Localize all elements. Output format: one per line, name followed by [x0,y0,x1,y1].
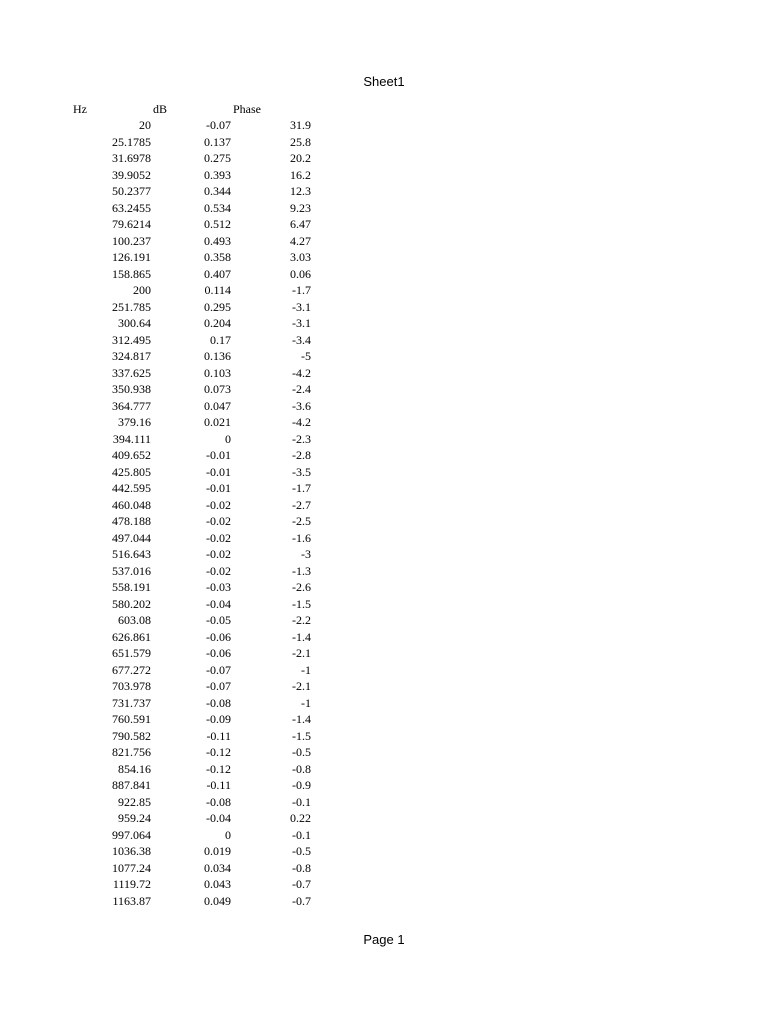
cell-phase: -1.6 [292,530,311,545]
cell-hz: 558.191 [112,580,151,594]
table-row [0,893,768,910]
cell-phase: 12.3 [290,184,311,198]
cell-phase: -5 [301,349,311,363]
table-row [0,249,768,266]
cell-hz: 324.817 [112,349,151,363]
cell-phase: -3.1 [292,299,311,314]
table-row [0,645,768,662]
table-row [0,315,768,332]
table-row [0,431,768,448]
cell-hz: 63.2455 [112,200,151,215]
cell-phase: -2.5 [292,514,311,528]
cell-hz: 100.237 [112,233,151,248]
cell-hz: 959.24 [118,811,151,825]
cell-db: -0.06 [206,629,231,644]
table-row [0,695,768,712]
cell-db: -0.04 [206,811,231,825]
table-row [0,480,768,497]
cell-hz: 497.044 [112,530,151,545]
table-row [0,299,768,316]
cell-db: -0.09 [206,712,231,726]
sheet-title: Sheet1 [363,74,405,89]
cell-phase: -1.7 [292,481,311,495]
cell-hz: 516.643 [112,547,151,561]
cell-phase: 9.23 [290,200,311,215]
cell-phase: 3.03 [290,250,311,264]
table-row [0,860,768,877]
cell-hz: 922.85 [118,794,151,809]
table-header [0,101,768,117]
cell-phase: -3.4 [292,332,311,347]
table-row [0,167,768,184]
cell-db: -0.11 [206,728,231,743]
table-row [0,150,768,167]
cell-hz: 126.191 [112,250,151,264]
cell-hz: 854.16 [118,761,151,776]
cell-hz: 350.938 [112,382,151,396]
cell-phase: -2.1 [292,646,311,660]
table-row [0,596,768,613]
page-footer: Page 1 [363,932,405,947]
cell-phase: -2.7 [292,497,311,512]
table-row [0,365,768,382]
cell-phase: -1 [301,695,311,710]
table-row [0,563,768,580]
table-row [0,612,768,629]
cell-db: 0.043 [204,877,231,891]
table-row [0,381,768,398]
cell-hz: 703.978 [112,679,151,693]
cell-db: 0.073 [204,382,231,396]
cell-phase: -2.1 [292,679,311,693]
cell-db: -0.12 [206,761,231,776]
cell-phase: -3.6 [292,398,311,413]
table-row [0,464,768,481]
cell-phase: -1.3 [292,563,311,578]
cell-db: -0.03 [206,580,231,594]
cell-db: -0.05 [206,613,231,627]
cell-phase: 16.2 [290,167,311,182]
cell-hz: 251.785 [112,299,151,314]
table-row [0,579,768,596]
cell-phase: 0.06 [290,266,311,281]
header-phase: Phase [233,102,261,116]
table-row [0,843,768,860]
cell-db: 0.407 [204,266,231,281]
cell-db: 0 [225,431,231,446]
cell-phase: -0.7 [292,893,311,908]
cell-phase: 6.47 [290,217,311,231]
table-row [0,200,768,217]
table-row [0,332,768,349]
table-row [0,728,768,745]
cell-db: 0.047 [204,398,231,413]
cell-phase: -4.2 [292,365,311,380]
cell-phase: -0.5 [292,844,311,858]
table-row [0,761,768,778]
table-row [0,629,768,646]
cell-hz: 1077.24 [112,860,151,875]
table-row [0,233,768,250]
cell-hz: 39.9052 [112,167,151,182]
table-row [0,876,768,893]
cell-phase: -0.5 [292,745,311,759]
table-row [0,216,768,233]
cell-hz: 364.777 [112,398,151,413]
data-table [0,117,768,909]
cell-hz: 603.08 [118,613,151,627]
cell-phase: -1 [301,662,311,677]
cell-phase: 20.2 [290,151,311,165]
cell-phase: -2.4 [292,382,311,396]
cell-db: -0.01 [206,481,231,495]
cell-db: 0.021 [204,415,231,429]
cell-phase: -3 [301,547,311,561]
cell-phase: -1.4 [292,712,311,726]
table-row [0,794,768,811]
header-db: dB [153,102,168,116]
cell-phase: -3.5 [292,464,311,479]
cell-phase: -1.5 [292,728,311,743]
cell-hz: 821.756 [112,745,151,759]
cell-hz: 887.841 [112,778,151,792]
cell-db: 0.034 [204,860,231,875]
table-row [0,530,768,547]
table-row [0,810,768,827]
table-row [0,117,768,134]
cell-phase: -0.7 [292,877,311,891]
cell-db: 0.358 [204,250,231,264]
cell-db: -0.07 [206,118,231,132]
table-row [0,744,768,761]
cell-hz: 25.1785 [112,134,151,149]
cell-hz: 425.805 [112,464,151,479]
cell-db: -0.12 [206,745,231,759]
cell-db: 0.275 [204,151,231,165]
cell-phase: 31.9 [290,118,311,132]
cell-phase: -0.8 [292,761,311,776]
cell-hz: 158.865 [112,266,151,281]
cell-db: -0.02 [206,547,231,561]
cell-phase: -0.9 [292,778,311,792]
cell-hz: 312.495 [112,332,151,347]
table-row [0,513,768,530]
cell-phase: 25.8 [290,134,311,149]
cell-db: 0.393 [204,167,231,182]
cell-phase: -2.2 [292,613,311,627]
table-row [0,398,768,415]
table-row [0,348,768,365]
cell-hz: 79.6214 [112,217,151,231]
cell-phase: -2.8 [292,448,311,462]
cell-db: 0.204 [204,316,231,330]
table-row [0,777,768,794]
cell-hz: 626.861 [112,629,151,644]
cell-phase: 4.27 [290,233,311,248]
table-row [0,678,768,695]
cell-hz: 379.16 [118,415,151,429]
cell-hz: 1036.38 [112,844,151,858]
cell-phase: -0.1 [292,827,311,842]
cell-db: 0.103 [204,365,231,380]
cell-hz: 677.272 [112,662,151,677]
cell-db: -0.02 [206,563,231,578]
table-row [0,827,768,844]
cell-db: -0.04 [206,596,231,611]
cell-db: -0.07 [206,662,231,677]
cell-hz: 394.111 [112,431,151,446]
cell-hz: 409.652 [112,448,151,462]
cell-hz: 20 [139,118,151,132]
cell-db: 0.493 [204,233,231,248]
cell-hz: 537.016 [112,563,151,578]
cell-hz: 31.6978 [112,151,151,165]
cell-db: -0.02 [206,530,231,545]
cell-hz: 760.591 [112,712,151,726]
cell-db: 0 [225,827,231,842]
cell-db: -0.01 [206,448,231,462]
cell-db: -0.02 [206,497,231,512]
cell-phase: -2.6 [292,580,311,594]
table-row [0,447,768,464]
cell-phase: -1.7 [292,283,311,297]
cell-hz: 997.064 [112,827,151,842]
cell-db: -0.02 [206,514,231,528]
cell-hz: 651.579 [112,646,151,660]
cell-db: -0.01 [206,464,231,479]
cell-db: -0.06 [206,646,231,660]
cell-hz: 478.188 [112,514,151,528]
cell-db: -0.11 [206,778,231,792]
cell-hz: 300.64 [118,316,151,330]
table-row [0,497,768,514]
cell-db: 0.344 [204,184,231,198]
cell-hz: 580.202 [112,596,151,611]
cell-phase: -1.5 [292,596,311,611]
cell-phase: -2.3 [292,431,311,446]
cell-hz: 731.737 [112,695,151,710]
cell-db: 0.049 [204,893,231,908]
cell-db: 0.512 [204,217,231,231]
cell-phase: -0.1 [292,794,311,809]
cell-db: 0.137 [204,134,231,149]
cell-hz: 50.2377 [112,184,151,198]
table-row [0,662,768,679]
cell-hz: 1119.72 [112,877,151,891]
cell-db: 0.534 [204,200,231,215]
cell-phase: -3.1 [292,316,311,330]
table-row [0,711,768,728]
cell-db: -0.07 [206,679,231,693]
cell-hz: 790.582 [112,728,151,743]
cell-hz: 442.595 [112,481,151,495]
cell-db: 0.114 [204,283,231,297]
table-row [0,282,768,299]
cell-db: 0.17 [210,332,231,347]
cell-phase: -4.2 [292,415,311,429]
cell-hz: 200 [133,283,151,297]
table-row [0,546,768,563]
cell-db: 0.295 [204,299,231,314]
cell-hz: 460.048 [112,497,151,512]
cell-phase: 0.22 [290,811,311,825]
cell-db: 0.136 [204,349,231,363]
cell-phase: -0.8 [292,860,311,875]
table-row [0,134,768,151]
table-row [0,183,768,200]
cell-db: -0.08 [206,794,231,809]
table-row [0,266,768,283]
cell-db: 0.019 [204,844,231,858]
cell-phase: -1.4 [292,629,311,644]
cell-hz: 1163.87 [112,893,151,908]
cell-hz: 337.625 [112,365,151,380]
table-row [0,414,768,431]
cell-db: -0.08 [206,695,231,710]
header-hz: Hz [73,102,87,116]
